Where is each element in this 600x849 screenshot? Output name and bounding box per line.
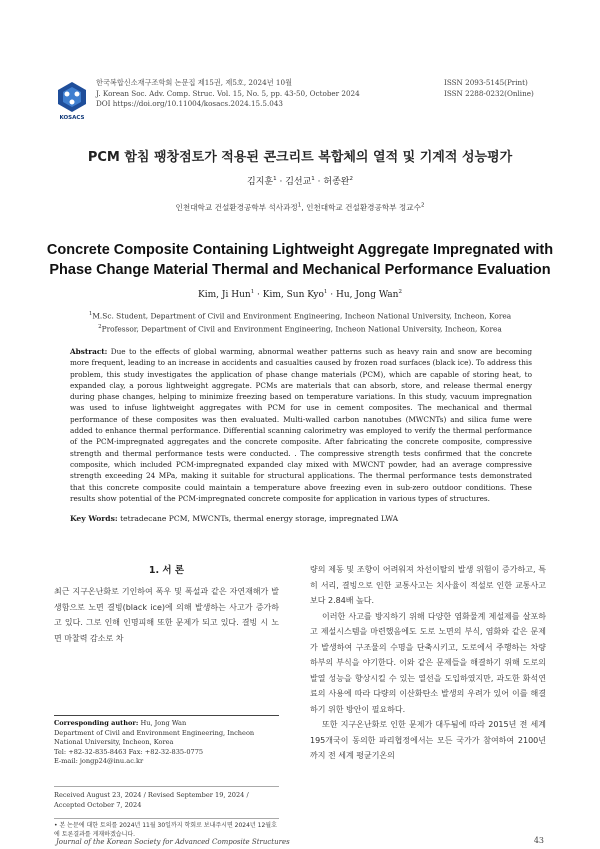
author-ko-2: 김선교 xyxy=(285,177,312,187)
keywords xyxy=(70,514,532,523)
authors-korean: 김지훈$^1$ · 김선교$^1$ · 허종완$^2$ xyxy=(247,176,353,187)
page-number: 43 xyxy=(533,836,544,845)
author-en-2: Kim, Sun Kyo xyxy=(262,290,324,300)
abstract xyxy=(70,346,532,504)
email[interactable]: E-mail: jongp24@inu.ac.kr xyxy=(54,757,144,766)
keywords-label: Key Words: xyxy=(70,514,118,523)
title-korean: PCM 함침 팽창점토가 적용된 콘크리트 복합체의 열적 및 기계적 성능평가 xyxy=(87,150,513,165)
author-en-3: Hu, Jong Wan xyxy=(336,290,399,300)
intro-paragraph-3: 이러한 사고를 방지하기 위해 다양한 염화물계 제설제를 살포하고 제설시스템을 마련했음에도 도로 노면의 부식, 염화와 같은 문제가 발생하여 구조물의 수명을 단축시키고, 도로에서 주행하는 차량 하부의 부식을 야기한다. 이와 같은 문제들을 해결하기 위해 도로의 발열 성능을 향상시킬 수 있는 열선을 도입하였지만, 과도한 화석연료의 사용에 따라 다량의 이산화탄소 발생의 우려가 있어 이를 해결하기 위한 방안이 필요하다. xyxy=(310,611,546,714)
received-dates: Received August 23, 2024 / Revised September 19, 2024 / Accepted October 7, 2024 xyxy=(54,786,279,810)
discussion-note: • 본 논문에 대한 토의를 2024년 11월 30일까지 학회로 보내주시면 2024년 12월호에 토론결과를 게재하겠습니다. xyxy=(54,818,279,839)
left-column xyxy=(54,562,279,646)
kosacs-logo xyxy=(54,80,90,121)
author-ko-1: 김지훈 xyxy=(247,177,274,187)
journal-name-en: J. Korean Soc. Adv. Comp. Struc. Vol. 15, No. 5, pp. 43-50, October 2024 xyxy=(96,88,360,98)
issn-online: ISSN 2288-0232(Online) xyxy=(444,88,534,98)
abstract-label: Abstract: xyxy=(70,347,108,356)
abstract-text: Due to the effects of global warming, abnormal weather patterns such as heavy rain and snow are becoming more frequent, leading to an increase in accidents and casualties caused by frozen road surfaces (black ice). To address this problem, this study investigates the application of phase change materials (PCM), which are capable of storing heat, to expanded clay, a porous lightweight aggregate. PCMs are materials that can absorb, store, and release thermal energy during phase changes, helping to minimize freezing based on temperature variations. In this study, vacuum impregnation was used to infuse lightweight aggregates with PCM for use in cement composites. The mechanical and thermal performance of these composites was then evaluated. Multi-walled carbon nanotubes (MWCNTs) and silica fume were added to enhance thermal performance. Differential scanning calorimetry was employed to verify the thermal performance of the PCM-impregnated aggregates and the concrete composite. After fabricating the concrete composite, compressive strength and thermal performance tests were conducted. . The compressive strength tests confirmed that the concrete composite, which included PCM-impregnated expanded clay mixed with MWCNT powder, had an average compressive strength exceeding 24 MPa, making it suitable for structural applications. The thermal performance tests demonstrated that this concrete composite could maintain a temperature above freezing even in sub-zero outdoor conditions. These results show potential of the PCM-impregnated concrete composite for application in various types of structures. xyxy=(70,347,532,503)
doi-link[interactable]: DOI https://doi.org/10.11004/kosacs.2024.15.5.043 xyxy=(96,99,283,108)
kosacs-logo-icon xyxy=(54,80,90,114)
right-column xyxy=(310,562,546,764)
affiliation-english: $^1$M.Sc. Student, Department of Civil and Environment Engineering, Incheon National University, Incheon, Korea $^2$Professor, Department of Civil and Environment Engineering, Incheon National University, Incheon, Korea xyxy=(88,311,512,334)
affiliation-korean: 인천대학교 건설환경공학부 석사과정$^1$, 인천대학교 건설환경공학부 정교수$^2$ xyxy=(175,202,425,212)
intro-paragraph-2: 량의 제동 및 조향이 어려워져 차선이탈의 발생 위험이 증가하고, 특히 서리, 결빙으로 인한 교통사고는 치사율이 적설로 인한 교통사고보다 2.84배 높다. xyxy=(310,565,546,605)
intro-paragraph-4: 또한 지구온난화로 인한 문제가 대두됨에 따라 2015년 전 세계 195개국이 동의한 파리협정에서는 모든 국가가 참여하여 2100년까지 전 세계 평균기온의 xyxy=(310,720,546,760)
footer-journal: Journal of the Korean Society for Advanced Composite Structures xyxy=(56,838,290,846)
section-heading-introduction: 1. 서 론 xyxy=(148,565,185,576)
author-en-1: Kim, Ji Hun xyxy=(198,290,251,300)
keywords-text: tetradecane PCM, MWCNTs, thermal energy storage, impregnated LWA xyxy=(120,514,399,523)
title-english: Concrete Composite Containing Lightweight Aggregate Impregnated with Phase Change Material Thermal and Mechanical Performance Evaluation xyxy=(46,242,554,278)
corresponding-author: Corresponding author: Hu, Jong Wan Department of Civil and Environment Engineering, Incheon National University, Incheon, Korea Tel: +82-32-835-8463 Fax: +82-32-835-0775 E-mail: jongp24@inu.ac.kr xyxy=(54,715,279,767)
authors-english: Kim, Ji Hun$^1$ · Kim, Sun Kyo$^1$ · Hu, Jong Wan$^2$ xyxy=(198,289,402,300)
journal-name-ko: 한국복합신소재구조학회 논문집 제15권, 제5호, 2024년 10월 xyxy=(96,78,293,87)
logo-label: KOSACS xyxy=(59,115,85,121)
intro-paragraph-1: 최근 지구온난화로 기인하여 폭우 및 폭설과 같은 자연재해가 발생함으로 노면 결빙(black ice)에 의해 발생하는 사고가 증가하고 있다. 그로 인해 인명피해 또한 문제가 되고 있다. 결빙 시 노면 마찰력 감소로 차 xyxy=(54,587,279,643)
author-ko-3: 허종완 xyxy=(323,177,350,187)
issn-print: ISSN 2093-5145(Print) xyxy=(444,78,528,87)
